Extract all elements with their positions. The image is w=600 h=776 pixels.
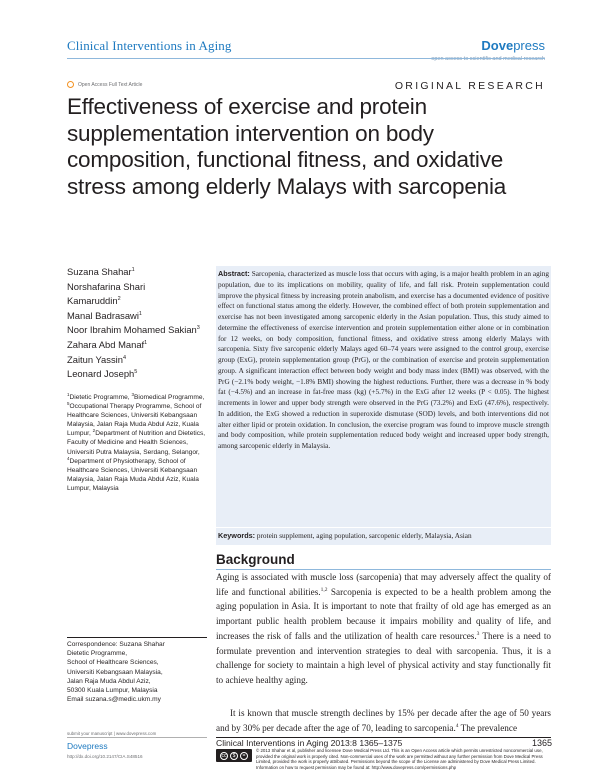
brand-dove: Dove (481, 38, 514, 53)
citation-ref[interactable]: 1,2 (320, 586, 328, 593)
correspondence-line: 50300 Kuala Lumpur, Malaysia (67, 687, 158, 695)
abstract-body: Sarcopenia, characterized as muscle loss that occurs with aging, is a major health problem in an aging population, due to its implications on mobility, quality of life, and fall risk. Protein supplementation could improve the physical fitness by increasing protein anabolism, and exercise has a documented evidence of positive effect on functional status among the elderly. However, the combined effect of both protein supplementation and exercise has not been investigated among sarcopenic elderly in the Asian population. Thus, this study aimed to determine the effectiveness of exercise intervention and protein supplementation either alone or in combination for 12 weeks, on body composition, functional fitness, and oxidative stress among elderly Malays with sarcopenia. Sixty five sarcopenic elderly Malays aged 60–74 years were assigned to the control group, exercise group (ExG), protein supplementation group (PrG), or the combination of exercise and protein supplementation group. A significant interaction effect between body weight and body mass index (BMI) was observed, with the PrG (−2.1% body weight, −1.8% BMI) showing the highest reductions. Further, there was a decrease in % body fat (−4.5%) and an increase in fat-free mass (kg) (+5.7%) in the ExG after 12 weeks (P < 0.05). The highest increments in lower and upper body strength were observed in the PrG (73.2%) and ExG (47.6%), respectively. In addition, the ExG showed a reduction in superoxide dismutase (SOD) levels, and both interventions did not alter either lipid or protein oxidation. In conclusion, the exercise program was found to improve muscle strength and body composition, while protein supplementation reduced body weight and increased upper body strength, among sarcopenic elderly in Malaysia. (218, 270, 549, 450)
journal-name: Clinical Interventions in Aging (67, 38, 232, 53)
text-run: Sarcopenia is expected to be a health problem among the aging population in Asia. It is important to note that frailty of old age has emerged as an important public health problem because it impairs mobility and quality of life, and increases the risk of falls and the utilization of health care resources. (216, 586, 552, 641)
author-name-text: Kamaruddin (67, 295, 118, 307)
author-name[interactable] (67, 265, 207, 280)
correspondence-block (67, 640, 209, 704)
author-affiliation-ref: 5 (134, 369, 138, 376)
copyright-notice: © 2013 Shahar et al, publisher and licensee Dove Medical Press Ltd. This is an Open Access article which permits unrestricted noncommercial use, provided the original work is properly cited. Non-commercial uses of the work are permitted without any further permission from Dove Medical Press Limited, provided the work is properly attributed. Permissions beyond the scope of the License are administered by Dove Medical Press Limited. Information on how to request permission may be found at: http://www.dovepress.com/permissions.php (256, 748, 543, 770)
article-type: ORIGINAL RESEARCH (394, 80, 545, 92)
noncommercial-icon: $ (230, 752, 238, 760)
affiliation-marker: 3 (131, 391, 134, 397)
section-heading-background: Background (216, 552, 295, 567)
affiliation-text: Department of Physiotherapy, School of Healthcare Sciences, Universiti Kebangsaan Malaysia, Jalan Raja Muda Abdul Aziz, Kuala Lumpur, Malaysia (67, 457, 199, 492)
author-name-text: Noor Ibrahim Mohamed Sakian (67, 324, 197, 336)
author-name-text: Suzana Shahar (67, 266, 132, 277)
author-affiliation-ref: 1 (131, 266, 135, 273)
cc-icon: cc (221, 752, 227, 759)
affiliation-text: Department of Nutrition and Dietetics, Faculty of Medicine and Health Sciences, Universiti Putra Malaysia, Serdang, Selangor, (67, 430, 206, 456)
affiliations (67, 393, 209, 493)
correspondence-line: Jalan Raja Muda Abdul Aziz, (67, 677, 151, 685)
open-access-icon (67, 81, 74, 88)
citation-ref[interactable]: 4 (455, 722, 459, 729)
publisher-tagline: open access to scientific and medical research (431, 56, 545, 62)
footer-divider-left (67, 737, 207, 738)
noderivs-icon: = (240, 752, 248, 760)
author-affiliation-ref: 4 (122, 354, 126, 361)
keywords-list: protein supplement, aging population, sarcopenic elderly, Malaysia, Asian (255, 532, 472, 540)
abstract (218, 269, 549, 452)
author-name-text: Manal Badrasawi (67, 309, 139, 321)
author-name-text: Leonard Joseph (67, 368, 135, 380)
body-paragraph-1 (216, 570, 551, 688)
author-name[interactable] (67, 280, 207, 295)
correspondence-line: Dietetic Programme, (67, 650, 128, 658)
affiliation-text: Biomedical Programme, (133, 394, 205, 401)
creative-commons-icon[interactable] (216, 749, 252, 762)
affiliation-marker: 5 (67, 400, 70, 406)
publisher-logo[interactable] (481, 38, 545, 53)
journal-citation: Clinical Interventions in Aging 2013:8 1365–1375 (216, 738, 403, 748)
author-list (67, 265, 207, 382)
body-paragraph-2 (216, 706, 551, 735)
correspondence-divider (67, 637, 207, 638)
keywords (218, 531, 549, 541)
author-name[interactable] (67, 338, 207, 353)
author-affiliation-ref: 2 (117, 296, 121, 303)
correspondence-email[interactable]: Email suzana.s@medic.ukm.my (67, 696, 161, 704)
author-affiliation-ref: 3 (196, 325, 200, 332)
correspondence-line: School of Healthcare Sciences, (67, 659, 159, 667)
author-affiliation-ref: 1 (144, 339, 148, 346)
page-number: 1365 (531, 738, 552, 748)
author-name-text: Norshafarina Shari (67, 280, 146, 292)
text-run: It is known that muscle strength declines by 15% per decade after the age of 50 years and by 30% per decade after the age of 70, leading to sarcopenia. (216, 708, 551, 733)
author-name-text: Zaitun Yassin (67, 353, 123, 365)
brand-press: press (513, 38, 545, 53)
author-name[interactable] (67, 367, 207, 382)
affiliation-marker: 1 (67, 391, 70, 397)
text-run: There is a need to formulate prevention and intervention strategies to deal with sarcopenia. Thus, it is a challenge for society to maintain a high level of physical activity and stay functionally fit to achieve healthy aging. (216, 630, 551, 685)
footer-publisher-logo[interactable]: Dovepress (67, 741, 108, 751)
article-title: Effectiveness of exercise and protein supplementation intervention on body composition, functional fitness, and oxidative stress among elderly Malays with sarcopenia (67, 94, 507, 199)
open-access-label (67, 81, 142, 88)
author-name[interactable] (67, 353, 207, 368)
author-name[interactable] (67, 309, 207, 324)
text-run: Aging is associated with muscle loss (sarcopenia) that may adversely affect the quality of life and functional abilities. (216, 572, 551, 597)
abstract-label: Abstract: (218, 269, 250, 278)
affiliation-marker: 4 (67, 455, 70, 461)
submit-manuscript-link[interactable]: submit your manuscript | www.dovepress.com (67, 731, 157, 736)
text-run: The prevalence (458, 722, 518, 733)
author-name[interactable] (67, 294, 207, 309)
author-affiliation-ref: 1 (138, 310, 142, 317)
header-divider (67, 58, 545, 59)
keywords-divider (216, 527, 551, 528)
author-name[interactable] (67, 323, 207, 338)
affiliation-marker: 2 (92, 428, 96, 434)
citation-ref[interactable]: 3 (476, 630, 480, 637)
correspondence-line: Correspondence: Suzana Shahar (67, 641, 165, 648)
keywords-label: Keywords: (218, 531, 256, 540)
author-name-text: Zahara Abd Manaf (67, 338, 145, 350)
doi-link[interactable]: http://dx.doi.org/10.2147/CIA.S48516 (67, 754, 143, 759)
affiliation-text: Occupational Therapy Programme, School of Healthcare Sciences, Universiti Kebangsaan Malaysia, Jalan Raja Muda Abdul Aziz, Kuala Lumpur, (67, 403, 202, 438)
open-access-text: Open Access Full Text Article (78, 81, 143, 88)
correspondence-line: Universiti Kebangsaan Malaysia, (67, 668, 163, 676)
affiliation-text: Dietetic Programme, (69, 394, 132, 401)
